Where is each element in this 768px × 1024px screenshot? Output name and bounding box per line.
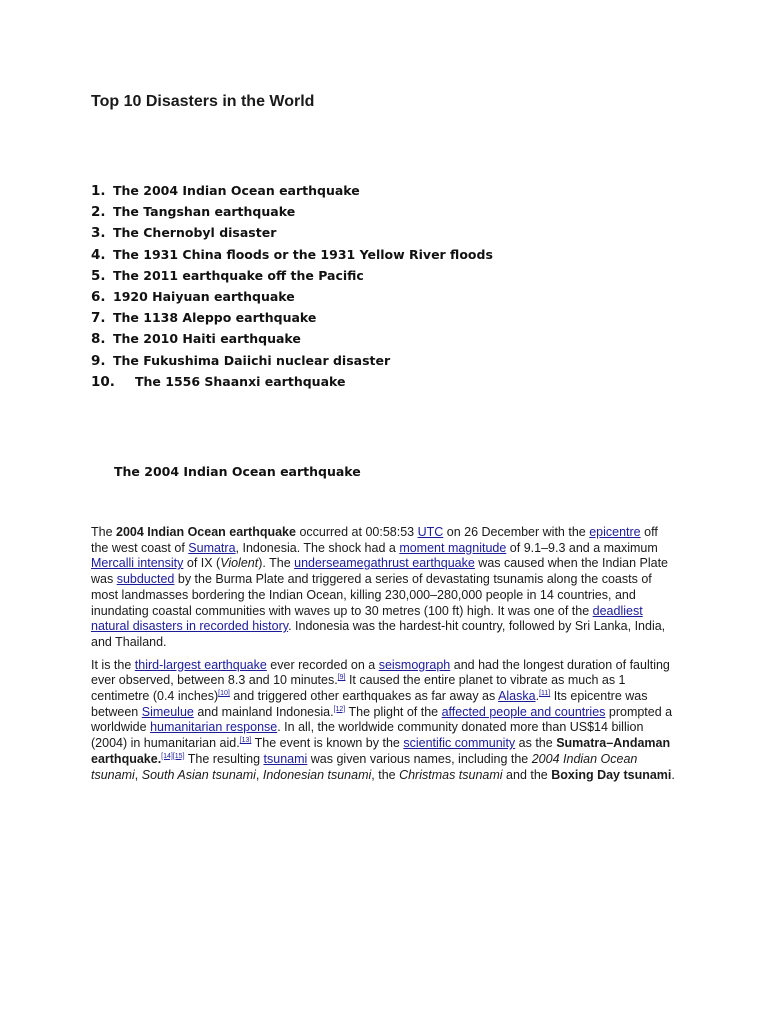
text-run: of IX ( (183, 556, 221, 571)
inline-link[interactable]: affected people and countries (441, 704, 606, 719)
inline-link[interactable]: Sumatra (188, 540, 236, 555)
text-run: off the west coast of (91, 525, 658, 555)
text-run: . (671, 767, 675, 782)
list-item (91, 203, 493, 224)
list-item-text: The 2010 Haiti earthquake (113, 331, 301, 347)
text-run: . In all, the worldwide community donated more than US$14 billion (2004) in humanitarian aid. (91, 720, 644, 751)
list-item-number: 7. (91, 310, 106, 327)
text-run: occurred at 00:58:53 (295, 525, 418, 539)
italic-text: Indonesian tsunami (262, 767, 372, 782)
text-run: Its epicentre was between (91, 689, 648, 719)
citation (240, 737, 252, 744)
list-item-number: 3. (91, 225, 106, 242)
text-run: on 26 December with the (443, 525, 590, 539)
text-run: ). The (258, 556, 295, 571)
list-item (91, 246, 493, 267)
inline-link[interactable]: deadliest natural disasters in recorded history (91, 603, 643, 634)
text-run: It is the (91, 657, 135, 672)
inline-link[interactable]: underseamegathrust earthquake (294, 556, 475, 571)
inline-link[interactable]: epicentre (589, 525, 641, 539)
list-item (91, 309, 493, 330)
text-run: was caused when the Indian Plate was (91, 556, 668, 587)
inline-link[interactable]: Simeulue (141, 704, 194, 719)
citation-link[interactable]: [12] (333, 705, 346, 713)
list-item-number: 4. (91, 246, 106, 263)
text-run: The event is known by the (251, 736, 404, 751)
list-item-number: 9. (91, 352, 106, 369)
text-run: as the (515, 736, 557, 751)
text-run: The resulting (184, 751, 264, 766)
text-run: ever recorded on a (266, 657, 379, 672)
list-item-text: The Chernobyl disaster (113, 225, 277, 241)
citation-link[interactable]: [10] (218, 690, 230, 698)
inline-link[interactable]: seismograph (378, 657, 451, 672)
list-item (91, 267, 493, 288)
text-run: of 9.1–9.3 and a maximum (506, 540, 658, 555)
citation-link[interactable]: [9] (337, 674, 346, 682)
text-run: , (255, 767, 263, 782)
text-run: prompted a worldwide (91, 704, 673, 735)
list-item-number: 6. (91, 288, 106, 305)
citation (161, 753, 184, 760)
list-item (91, 330, 493, 351)
italic-text: 2004 Indian Ocean tsunami (91, 751, 638, 782)
inline-link[interactable]: UTC (417, 525, 444, 539)
inline-link[interactable]: third-largest earthquake (134, 657, 267, 672)
list-item-number: 2. (91, 204, 106, 221)
bold-text: 2004 Indian Ocean earthquake (116, 525, 296, 539)
list-item-number: 1. (91, 183, 106, 199)
list-item-text: The 2011 earthquake off the Pacific (113, 267, 364, 283)
citation (334, 706, 346, 713)
document-title: Top 10 Disasters in the World (91, 93, 315, 110)
text-run: by the Burma Plate and triggered a series of devastating tsunamis along the coasts of most landmasses bordering the Indian Ocean, killing 230,000–280,000 people in 14 countries, and inundating coastal communities with waves up to 30 metres (100 ft) high. It was one of the (91, 572, 652, 618)
text-run: and the (502, 767, 552, 782)
paragraph (91, 525, 676, 651)
citation-link[interactable]: [11] (539, 690, 551, 698)
inline-link[interactable]: scientific community (403, 736, 516, 751)
citation (539, 690, 550, 697)
text-run: , Indonesia. The shock had a (235, 540, 400, 555)
text-run: and mainland Indonesia. (193, 704, 334, 719)
text-run: The plight of the (345, 704, 442, 719)
text-run: and had the longest duration of faulting ever observed, between 8.3 and 10 minutes. (91, 657, 670, 688)
citation (218, 690, 230, 697)
inline-link[interactable]: moment magnitude (399, 540, 507, 555)
list-item-text: The 1556 Shaanxi earthquake (135, 373, 346, 389)
disaster-list (91, 182, 493, 394)
list-item (91, 182, 493, 203)
article-body (91, 525, 676, 790)
list-item-text: The 1138 Aleppo earthquake (113, 310, 317, 326)
list-item-text: The 2004 Indian Ocean earthquake (113, 183, 360, 198)
text-run: , the (371, 767, 400, 782)
inline-link[interactable]: humanitarian response (150, 720, 278, 735)
list-item-text: The 1931 China floods or the 1931 Yellow River floods (113, 246, 493, 262)
paragraph (91, 658, 676, 784)
bold-text: Sumatra–Andaman earthquake. (91, 736, 671, 766)
list-item-text: The Fukushima Daiichi nuclear disaster (113, 352, 391, 368)
inline-link[interactable]: Alaska (498, 689, 536, 704)
text-run: The (91, 525, 117, 539)
text-run: . Indonesia was the hardest-hit country, followed by Sri Lanka, India, and Thailand. (91, 619, 666, 649)
citation-link[interactable]: [13] (239, 737, 252, 745)
list-item (91, 373, 493, 394)
inline-link[interactable]: subducted (116, 572, 175, 587)
list-item (91, 224, 493, 245)
inline-link[interactable]: Mercalli intensity (91, 556, 184, 571)
text-run: It caused the entire planet to vibrate as much as 1 centimetre (0.4 inches) (91, 673, 626, 704)
list-item-number: 8. (91, 331, 106, 348)
italic-text: Violent (220, 556, 259, 571)
italic-text: Christmas tsunami (399, 767, 503, 782)
list-item (91, 288, 493, 309)
list-item-text: The Tangshan earthquake (113, 204, 296, 220)
list-item (91, 352, 493, 373)
text-run: . (535, 689, 540, 704)
list-item-text: 1920 Haiyuan earthquake (113, 288, 295, 304)
citation-link[interactable]: [14][15] (161, 752, 185, 760)
bold-text: Boxing Day tsunami (551, 767, 672, 782)
italic-text: South Asian tsunami (141, 767, 256, 782)
text-run: , (134, 767, 142, 782)
text-run: and triggered other earthquakes as far away as (229, 689, 499, 704)
list-item-number: 10. (91, 373, 115, 390)
inline-link[interactable]: tsunami (263, 751, 308, 766)
list-item-number: 5. (91, 267, 106, 284)
text-run: was given various names, including the (307, 751, 532, 766)
section-heading: The 2004 Indian Ocean earthquake (114, 464, 361, 479)
